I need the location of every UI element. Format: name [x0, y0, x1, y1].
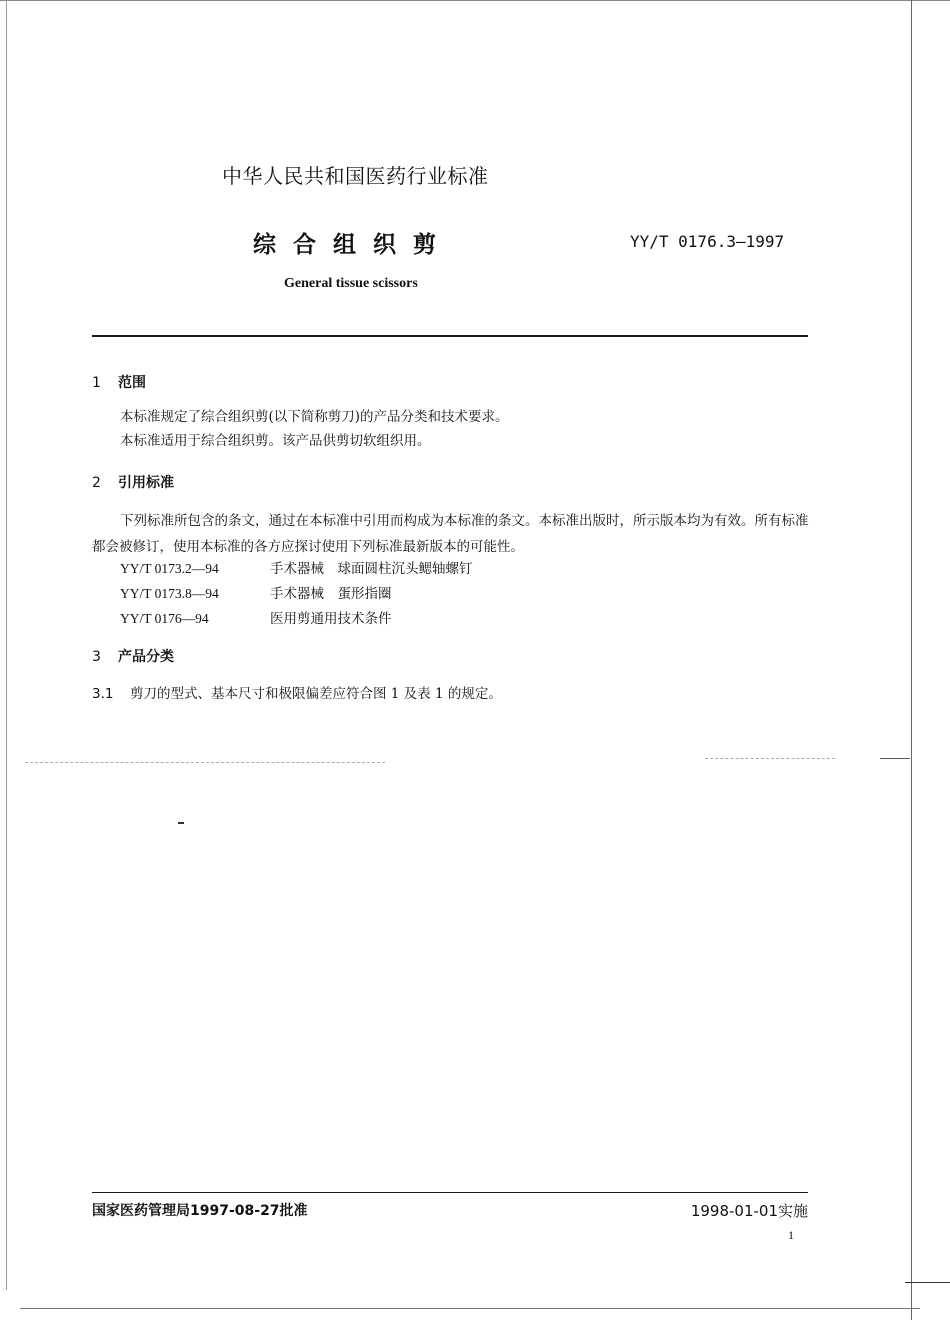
scan-border-right: [911, 0, 912, 1320]
scan-bottom-line: [20, 1308, 920, 1309]
issuing-organization: 中华人民共和国医药行业标准: [222, 164, 489, 188]
section-heading-classification: [92, 646, 174, 666]
scan-border-left: [6, 0, 7, 1290]
reference-name: 手术器械 球面圆柱沉头鳃轴螺钉: [270, 561, 473, 577]
section-number: 3: [92, 649, 101, 665]
references-intro: 下列标准所包含的条文，通过在本标准中引用而构成为本标准的条文。本标准出版时，所示版本均为有效。所有标准都会被修订，使用本标准的各方应探讨使用下列标准最新版本的可能性。: [92, 513, 809, 555]
section-title: 范围: [118, 375, 146, 391]
reference-item: [120, 557, 473, 577]
scan-border-top: [0, 0, 950, 1]
document-title-cn: 综合组织剪: [253, 232, 453, 258]
reference-item: [120, 607, 392, 627]
header-divider: [92, 335, 808, 337]
scan-mark-bottom-right: [905, 1282, 950, 1283]
section-title: 引用标准: [118, 475, 174, 491]
scope-paragraph: 本标准规定了综合组织剪(以下简称剪刀)的产品分类和技术要求。: [120, 409, 509, 425]
reference-name: 医用剪通用技术条件: [270, 611, 392, 627]
document-title-en: General tissue scissors: [284, 276, 418, 291]
approval-date: 国家医药管理局1997-08-27批准: [92, 1203, 308, 1219]
footer-divider: [92, 1192, 808, 1193]
clause-number: 3.1: [92, 686, 114, 702]
page-number: 1: [788, 1228, 794, 1242]
standard-number: YY/T 0176.3—1997: [630, 232, 785, 251]
scan-speck: [178, 822, 184, 824]
scan-dash-line: [25, 762, 385, 763]
scan-mark-right: [880, 758, 910, 759]
section-heading-scope: [92, 372, 146, 392]
section-number: 1: [92, 375, 101, 391]
scope-paragraph: 本标准适用于综合组织剪。该产品供剪切软组织用。: [120, 433, 431, 449]
reference-code: YY/T 0176—94: [120, 611, 209, 626]
reference-code: YY/T 0173.2—94: [120, 561, 219, 576]
effective-date: 1998-01-01实施: [690, 1202, 808, 1220]
reference-item: [120, 582, 392, 602]
reference-name: 手术器械 蛋形指圈: [270, 586, 392, 602]
clause-text: 剪刀的型式、基本尺寸和极限偏差应符合图 1 及表 1 的规定。: [130, 686, 502, 702]
section-title: 产品分类: [118, 649, 174, 665]
clause-3-1: [92, 682, 502, 702]
reference-code: YY/T 0173.8—94: [120, 586, 219, 601]
scan-dash-line-right: [705, 758, 835, 759]
section-number: 2: [92, 475, 101, 491]
section-heading-references: [92, 472, 174, 492]
